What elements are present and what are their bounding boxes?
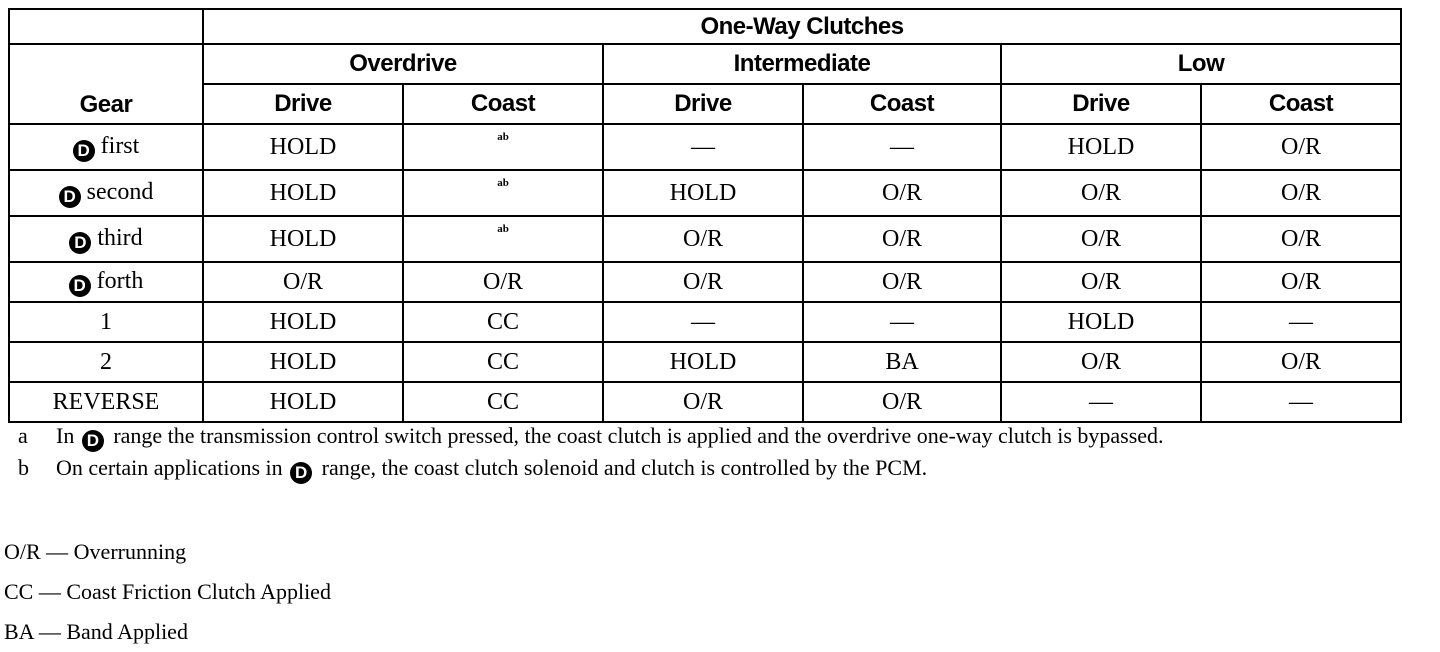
overdrive-icon: D bbox=[69, 232, 91, 254]
gear-label: REVERSE bbox=[52, 388, 160, 415]
table-cell: O/R bbox=[603, 262, 803, 302]
footnote-text bbox=[56, 422, 1408, 452]
table-cell: BA bbox=[803, 342, 1001, 382]
table-cell: O/R bbox=[1201, 124, 1401, 170]
gear-label: forth bbox=[96, 267, 144, 294]
footnote-text-after: range the transmission control switch pressed, the coast clutch is applied and the overdrive one-way clutch is bypassed. bbox=[113, 423, 1164, 448]
table-cell: O/R bbox=[403, 262, 603, 302]
table-cell: O/R bbox=[1001, 216, 1201, 262]
table-cell: — bbox=[603, 302, 803, 342]
gear-cell bbox=[9, 342, 203, 382]
gear-column-header: Gear bbox=[9, 44, 203, 124]
footnote-text-before: On certain applications in bbox=[56, 455, 283, 480]
table-row bbox=[9, 382, 1401, 422]
subheader-low-coast: Coast bbox=[1201, 84, 1401, 124]
table-cell: CC bbox=[403, 302, 603, 342]
footnote-text bbox=[56, 454, 1408, 484]
gear-cell bbox=[9, 170, 203, 216]
group-header-low: Low bbox=[1001, 44, 1401, 84]
table-row bbox=[9, 302, 1401, 342]
legend bbox=[4, 532, 331, 652]
group-header-overdrive: Overdrive bbox=[203, 44, 603, 84]
table-row bbox=[9, 216, 1401, 262]
table-title: One-Way Clutches bbox=[203, 9, 1401, 44]
legend-item-band-applied: BA — Band Applied bbox=[4, 619, 188, 644]
table-cell: O/R bbox=[803, 382, 1001, 422]
corner-cell bbox=[9, 9, 203, 44]
table-cell: — bbox=[1201, 302, 1401, 342]
footnote-b bbox=[8, 454, 1408, 484]
table-row bbox=[9, 124, 1401, 170]
legend-item-overrunning: O/R — Overrunning bbox=[4, 539, 187, 564]
gear-label: first bbox=[100, 132, 140, 159]
footnote-letter: a bbox=[18, 423, 28, 448]
table-row bbox=[9, 342, 1401, 382]
table-cell: O/R bbox=[1201, 216, 1401, 262]
overdrive-icon: D bbox=[82, 430, 104, 452]
table-cell: HOLD bbox=[603, 170, 803, 216]
subheader-intermediate-coast: Coast bbox=[803, 84, 1001, 124]
table-cell: HOLD bbox=[203, 382, 403, 422]
overdrive-icon: D bbox=[290, 462, 312, 484]
table-cell: O/R bbox=[1201, 342, 1401, 382]
table-cell: — bbox=[1001, 382, 1201, 422]
table-cell: HOLD bbox=[203, 216, 403, 262]
subheader-intermediate-drive: Drive bbox=[603, 84, 803, 124]
gear-label: second bbox=[86, 178, 154, 205]
gear-cell bbox=[9, 382, 203, 422]
overdrive-icon: D bbox=[73, 140, 95, 162]
table-cell: O/R bbox=[1001, 170, 1201, 216]
table-cell: ab bbox=[403, 216, 603, 262]
subheader-overdrive-drive: Drive bbox=[203, 84, 403, 124]
table-cell: O/R bbox=[1201, 262, 1401, 302]
table-cell: HOLD bbox=[603, 342, 803, 382]
gear-cell bbox=[9, 262, 203, 302]
table-cell: HOLD bbox=[1001, 124, 1201, 170]
gear-label: 1 bbox=[100, 308, 112, 335]
table-cell: O/R bbox=[603, 216, 803, 262]
subheader-overdrive-coast: Coast bbox=[403, 84, 603, 124]
footnotes bbox=[8, 422, 1408, 486]
table-cell: — bbox=[803, 124, 1001, 170]
table-cell: HOLD bbox=[1001, 302, 1201, 342]
table-cell: O/R bbox=[803, 216, 1001, 262]
gear-label: 2 bbox=[100, 348, 112, 375]
footnote-text-after: range, the coast clutch solenoid and clutch is controlled by the PCM. bbox=[321, 455, 928, 480]
table-cell: — bbox=[1201, 382, 1401, 422]
table-cell: HOLD bbox=[203, 124, 403, 170]
footnote-text-before: In bbox=[56, 423, 75, 448]
gear-label: third bbox=[97, 224, 143, 251]
gear-cell bbox=[9, 302, 203, 342]
table-cell: O/R bbox=[803, 170, 1001, 216]
table-cell: ab bbox=[403, 170, 603, 216]
gear-cell bbox=[9, 124, 203, 170]
table-cell: CC bbox=[403, 382, 603, 422]
table-cell: O/R bbox=[1001, 262, 1201, 302]
table-cell: ab bbox=[403, 124, 603, 170]
table-cell: O/R bbox=[603, 382, 803, 422]
table-cell: — bbox=[603, 124, 803, 170]
legend-item-coast-clutch: CC — Coast Friction Clutch Applied bbox=[4, 579, 331, 604]
table-cell: O/R bbox=[803, 262, 1001, 302]
group-header-intermediate: Intermediate bbox=[603, 44, 1001, 84]
table-cell: HOLD bbox=[203, 170, 403, 216]
one-way-clutch-table bbox=[8, 8, 1402, 423]
table-row bbox=[9, 170, 1401, 216]
table-cell: CC bbox=[403, 342, 603, 382]
gear-cell bbox=[9, 216, 203, 262]
overdrive-icon: D bbox=[59, 186, 81, 208]
table-cell: — bbox=[803, 302, 1001, 342]
footnote-a bbox=[8, 422, 1408, 452]
subheader-low-drive: Drive bbox=[1001, 84, 1201, 124]
table-row bbox=[9, 262, 1401, 302]
table-cell: O/R bbox=[203, 262, 403, 302]
table-cell: HOLD bbox=[203, 302, 403, 342]
overdrive-icon: D bbox=[69, 275, 91, 297]
table-cell: HOLD bbox=[203, 342, 403, 382]
table-cell: O/R bbox=[1001, 342, 1201, 382]
table-cell: O/R bbox=[1201, 170, 1401, 216]
footnote-letter: b bbox=[18, 455, 29, 480]
